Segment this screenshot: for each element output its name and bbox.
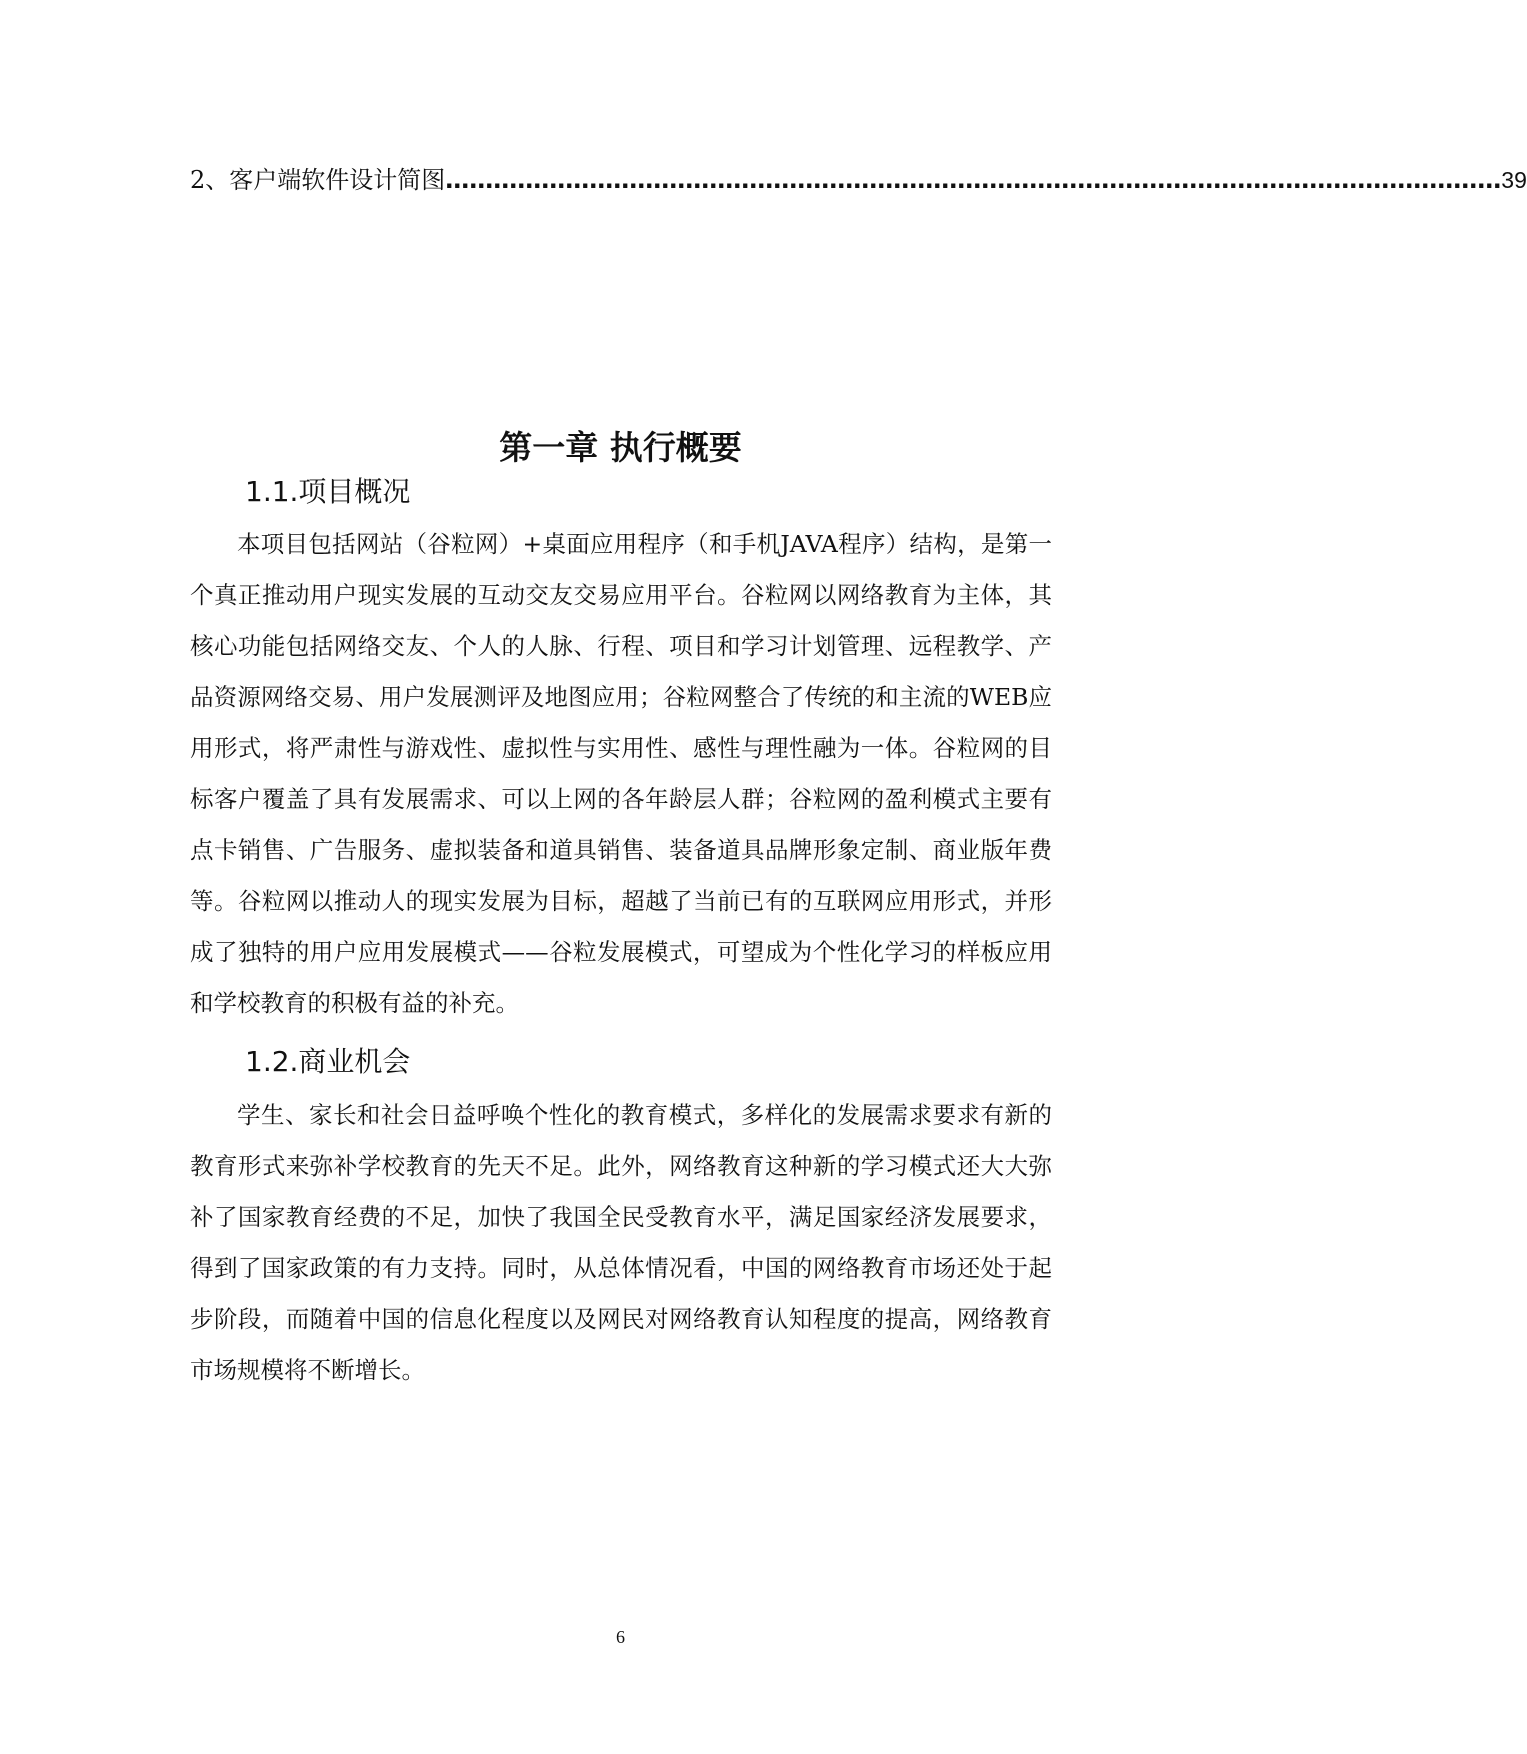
- paragraph-business-opportunity: 学生、家长和社会日益呼唤个性化的教育模式，多样化的发展需求要求有新的教育形式来弥补学校教育的先天不足。此外，网络教育这种新的学习模式还大大弥补了国家教育经费的不足，加快了我国全民受教育水平，满足国家经济发展要求，得到了国家政策的有力支持。同时，从总体情况看，中国的网络教育市场还处于起步阶段，而随着中国的信息化程度以及网民对网络教育认知程度的提高，网络教育市场规模将不断增长。: [190, 1101, 1052, 1384]
- toc-entry: [190, 160, 1527, 200]
- toc-entry-title: 2、客户端软件设计简图: [190, 166, 446, 194]
- chapter-title: 第一章 执行概要: [499, 428, 742, 467]
- toc-entry-page: 39: [1501, 167, 1527, 193]
- page-number: 6: [616, 1627, 625, 1647]
- section-heading-business-opportunity: 1.2.商业机会: [245, 1045, 411, 1078]
- section-heading-project-overview: 1.1.项目概况: [245, 475, 411, 508]
- toc-leader-dots: ……………………………………………………………………………………………………………………: [445, 166, 1502, 194]
- paragraph-project-overview: 本项目包括网站（谷粒网）+桌面应用程序（和手机JAVA程序）结构，是第一个真正推动用户现实发展的互动交友交易应用平台。谷粒网以网络教育为主体，其核心功能包括网络交友、个人的人脉、行程、项目和学习计划管理、远程教学、产品资源网络交易、用户发展测评及地图应用；谷粒网整合了传统的和主流的WEB应用形式，将严肃性与游戏性、虚拟性与实用性、感性与理性融为一体。谷粒网的目标客户覆盖了具有发展需求、可以上网的各年龄层人群；谷粒网的盈利模式主要有点卡销售、广告服务、虚拟装备和道具销售、装备道具品牌形象定制、商业版年费等。谷粒网以推动人的现实发展为目标，超越了当前已有的互联网应用形式，并形成了独特的用户应用发展模式——谷粒发展模式，可望成为个性化学习的样板应用和学校教育的积极有益的补充。: [190, 530, 1052, 1017]
